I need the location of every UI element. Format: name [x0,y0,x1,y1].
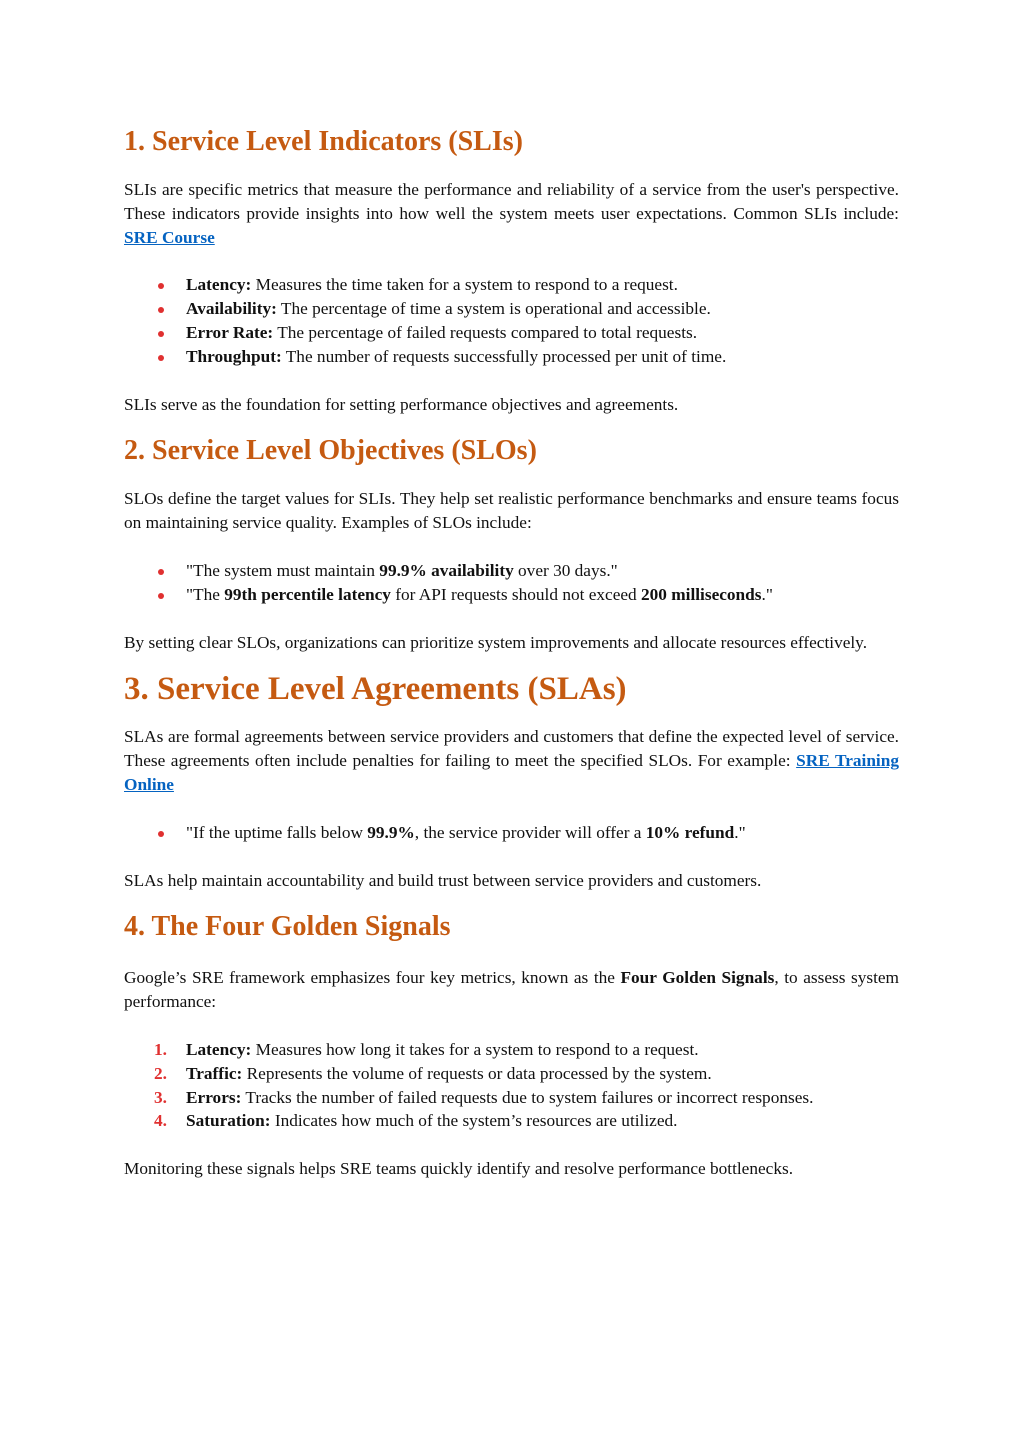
list-item [124,345,899,369]
slos-intro-paragraph: SLOs define the target values for SLIs. They help set realistic performance benchmarks and ensure teams focus on maintaining service quality. Examples of SLOs include: [124,489,899,533]
list-number: 4. [154,1111,167,1131]
intro-text: , to assess system performance: [124,968,900,1012]
slas-intro-paragraph [124,725,899,796]
list-item-term: Saturation: [186,1111,271,1131]
list-number: 3. [154,1087,167,1107]
list-item-text: "The [186,584,225,604]
sre-training-online-link[interactable]: SRE Training Online [124,751,899,794]
list-item [124,821,899,845]
list-item-text: Tracks the number of failed requests due to system failures or incorrect responses. [241,1087,814,1107]
list-item-text: ." [761,584,773,604]
bullet-icon [158,283,164,289]
list-item-emphasis: 10% refund [645,822,735,842]
list-item [124,583,899,607]
list-item-emphasis: 99th percentile latency [224,584,391,604]
list-item-term: Latency: [186,275,252,295]
slas-intro-text: SLAs are formal agreements between service providers and customers that define the expected level of service. These agreements often include penalties for failing to meet the specified SLOs. For example: [124,727,899,771]
bullet-icon [158,569,164,575]
slis-list [124,273,899,368]
list-item-emphasis: 99.9% [367,822,415,842]
section-heading-slis: 1. Service Level Indicators (SLIs) [124,126,523,157]
document-content [124,122,899,1181]
list-item [124,297,899,321]
list-item [124,273,899,297]
list-item-text: Measures the time taken for a system to respond to a request. [251,275,678,295]
slis-intro-text: SLIs are specific metrics that measure the performance and reliability of a service from the user's perspective. These indicators provide insights into how well the system meets user expectations. Common SLIs include: [124,180,899,223]
list-item [124,1086,899,1110]
golden-signals-list [124,1038,899,1133]
golden-signals-intro-paragraph [124,966,899,1014]
sre-course-link[interactable]: SRE Course [124,227,215,247]
list-item-text: , the service provider will offer a [414,822,646,842]
list-item-emphasis: 99.9% availability [379,560,514,580]
list-item-term: Latency: [186,1039,252,1059]
list-item-term: Errors: [186,1087,242,1107]
bullet-icon [158,831,164,837]
list-item [124,1038,899,1062]
list-item-term: Throughput: [186,346,282,366]
list-item-text: ." [734,822,746,842]
slas-list [124,821,899,845]
list-item [124,1109,899,1133]
bullet-icon [158,355,164,361]
list-number: 1. [154,1039,167,1059]
list-item [124,1062,899,1086]
list-item [124,321,899,345]
slis-intro-paragraph [124,178,899,249]
list-item-text: for API requests should not exceed [390,584,641,604]
golden-signals-outro-paragraph: Monitoring these signals helps SRE teams quickly identify and resolve performance bottlenecks. [124,1159,794,1179]
list-item-text: Measures how long it takes for a system to respond to a request. [251,1039,699,1059]
bullet-icon [158,331,164,337]
section-heading-slas: 3. Service Level Agreements (SLAs) [124,671,627,708]
list-item-emphasis: 200 milliseconds [641,584,762,604]
list-item-text: Represents the volume of requests or data processed by the system. [242,1063,712,1083]
list-item-text: The number of requests successfully processed per unit of time. [281,346,727,366]
slis-outro-paragraph: SLIs serve as the foundation for setting performance objectives and agreements. [124,394,679,414]
slas-outro-paragraph: SLAs help maintain accountability and build trust between service providers and customers. [124,870,762,890]
list-item-text: "If the uptime falls below [186,822,368,842]
slos-list [124,559,899,607]
list-item-text: over 30 days." [513,560,618,580]
list-item-text: The percentage of time a system is operational and accessible. [276,299,711,319]
list-item-text: The percentage of failed requests compared to total requests. [273,322,698,342]
list-item-term: Traffic: [186,1063,243,1083]
list-number: 2. [154,1063,167,1083]
list-item-text: Indicates how much of the system’s resources are utilized. [270,1111,678,1131]
intro-emphasis: Four Golden Signals [620,968,775,988]
intro-text: Google’s SRE framework emphasizes four key metrics, known as the [124,968,621,988]
slos-outro-paragraph: By setting clear SLOs, organizations can prioritize system improvements and allocate resources effectively. [124,632,868,652]
section-heading-slos: 2. Service Level Objectives (SLOs) [124,435,537,467]
list-item-term: Availability: [186,299,277,319]
list-item [124,559,899,583]
section-heading-golden-signals: 4. The Four Golden Signals [124,911,451,943]
bullet-icon [158,593,164,599]
bullet-icon [158,307,164,313]
list-item-text: "The system must maintain [186,560,380,580]
list-item-term: Error Rate: [186,322,274,342]
